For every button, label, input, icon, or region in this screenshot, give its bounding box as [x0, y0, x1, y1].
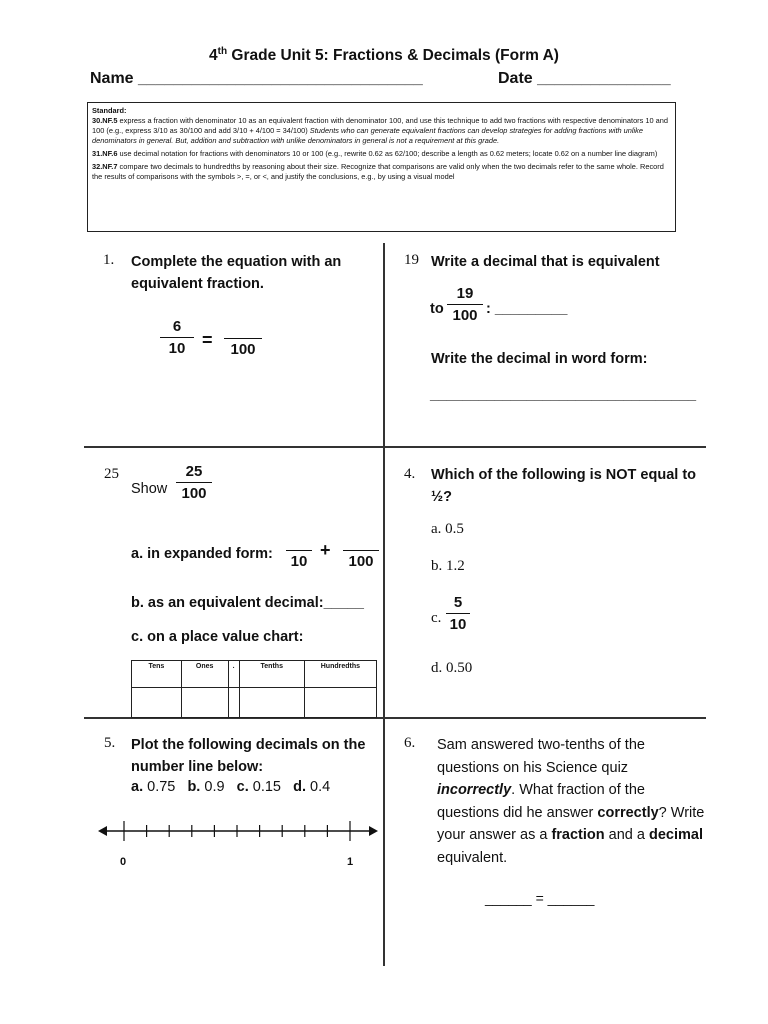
q3-expanded-fraction-1[interactable]: 10: [286, 530, 312, 570]
question-3-number: 25: [104, 466, 119, 482]
q4-option-c[interactable]: c.: [431, 610, 442, 626]
question-4-number: 4.: [404, 466, 416, 482]
q1-fraction-given: 6 10: [160, 318, 194, 357]
q3-part-b[interactable]: b. as an equivalent decimal:_____: [131, 595, 364, 611]
question-2-number: 19: [404, 252, 419, 268]
number-line[interactable]: [98, 816, 380, 846]
number-line-label-0: 0: [120, 856, 127, 868]
question-5-number: 5.: [104, 735, 116, 751]
pv-header-tens: Tens: [132, 661, 182, 688]
q4-option-b[interactable]: b. 1.2: [431, 558, 465, 574]
pv-header-ones: Ones: [181, 661, 228, 688]
pv-cell-tens[interactable]: [132, 688, 182, 718]
q3-part-c: c. on a place value chart:: [131, 629, 304, 645]
q1-fraction-answer[interactable]: 100: [224, 318, 262, 358]
q1-equals-sign: =: [202, 330, 213, 350]
pv-header-hundredths: Hundredths: [304, 661, 376, 688]
date-field[interactable]: Date _______________: [498, 70, 671, 87]
page-title: 4th Grade Unit 5: Fractions & Decimals (Form A): [209, 46, 559, 65]
q2-word-form-label: Write the decimal in word form:: [431, 351, 648, 367]
standards-box: [87, 102, 676, 232]
q3-show-label: Show: [131, 481, 168, 497]
name-field[interactable]: Name ________________________________: [90, 70, 423, 87]
pv-cell-hundredths[interactable]: [304, 688, 376, 718]
place-value-chart[interactable]: [131, 660, 377, 718]
q2-to-label: to: [430, 301, 444, 317]
q5-options: a. 0.75 b. 0.9 c. 0.15 d. 0.4: [131, 779, 331, 795]
standard-nf6: 31.NF.6 use decimal notation for fractions with denominators 10 or 100 (e.g., rewrite 0.62 as 62/100; describe a length as 0.62 meters; locate 0.62 on a number line diagram): [92, 149, 658, 158]
q3-plus-sign: +: [320, 540, 331, 560]
pv-header-tenths: Tenths: [239, 661, 304, 688]
q2-decimal-answer[interactable]: : _________: [486, 301, 568, 317]
standards-heading: Standard:: [92, 106, 127, 115]
pv-cell-point[interactable]: [228, 688, 239, 718]
standard-nf7: 32.NF.7 compare two decimals to hundredths by reasoning about their size. Recognize that comparisons are valid only when the two decimals refer to the same whole. Record the results of comparisons with the symbols >, =, or <, and justify the conclusions, e.g., by using a visual model: [92, 162, 664, 181]
question-6-text: Sam answered two-tenths of the questions on his Science quiz incorrectly. What fraction of the questions did he answer correctly? Write your answer as a fraction and a decimal equivalent.: [437, 737, 705, 866]
q4-option-a[interactable]: a. 0.5: [431, 521, 464, 537]
pv-cell-tenths[interactable]: [239, 688, 304, 718]
number-line-label-1: 1: [347, 856, 354, 868]
q2-fraction: 19 100: [447, 285, 483, 324]
question-5-text: Plot the following decimals on the number line below:: [131, 737, 366, 775]
q4-option-c-fraction: 5 10: [446, 594, 470, 633]
q3-expanded-fraction-2[interactable]: 100: [343, 530, 379, 570]
q6-answer-blanks[interactable]: ______ = ______: [485, 890, 595, 906]
grid-vertical-divider: [383, 243, 385, 966]
q3-fraction: 25 100: [176, 463, 212, 502]
q4-option-d[interactable]: d. 0.50: [431, 660, 473, 676]
number-line-left-arrow-icon: [98, 826, 107, 836]
question-6-number: 6.: [404, 735, 416, 751]
q2-word-form-answer[interactable]: _________________________________: [430, 387, 697, 403]
question-1-number: 1.: [103, 252, 115, 268]
question-1-text: Complete the equation with an equivalent fraction.: [131, 254, 342, 292]
question-4-text: Which of the following is NOT equal to ½?: [431, 467, 697, 505]
pv-header-point: .: [228, 661, 239, 688]
grid-divider-row1: [84, 446, 706, 448]
q3-part-a: a. in expanded form:: [131, 546, 273, 562]
number-line-right-arrow-icon: [369, 826, 378, 836]
question-2-text: Write a decimal that is equivalent: [431, 254, 660, 270]
standard-nf5: 30.NF.5 express a fraction with denominator 10 as an equivalent fraction with denominator 100, and use this technique to add two fractions with respective denominators 10 and 100 (e.g., express 3/10 as 30/100 and add 3/10 + 4/100 = 34/100) Students who can generate equivalent fractions can develop strategies for adding fractions with unlike denominators in general. But, addition and subtraction with unlike denominators in general is not a requirement at this grade.: [92, 116, 669, 145]
pv-cell-ones[interactable]: [181, 688, 228, 718]
